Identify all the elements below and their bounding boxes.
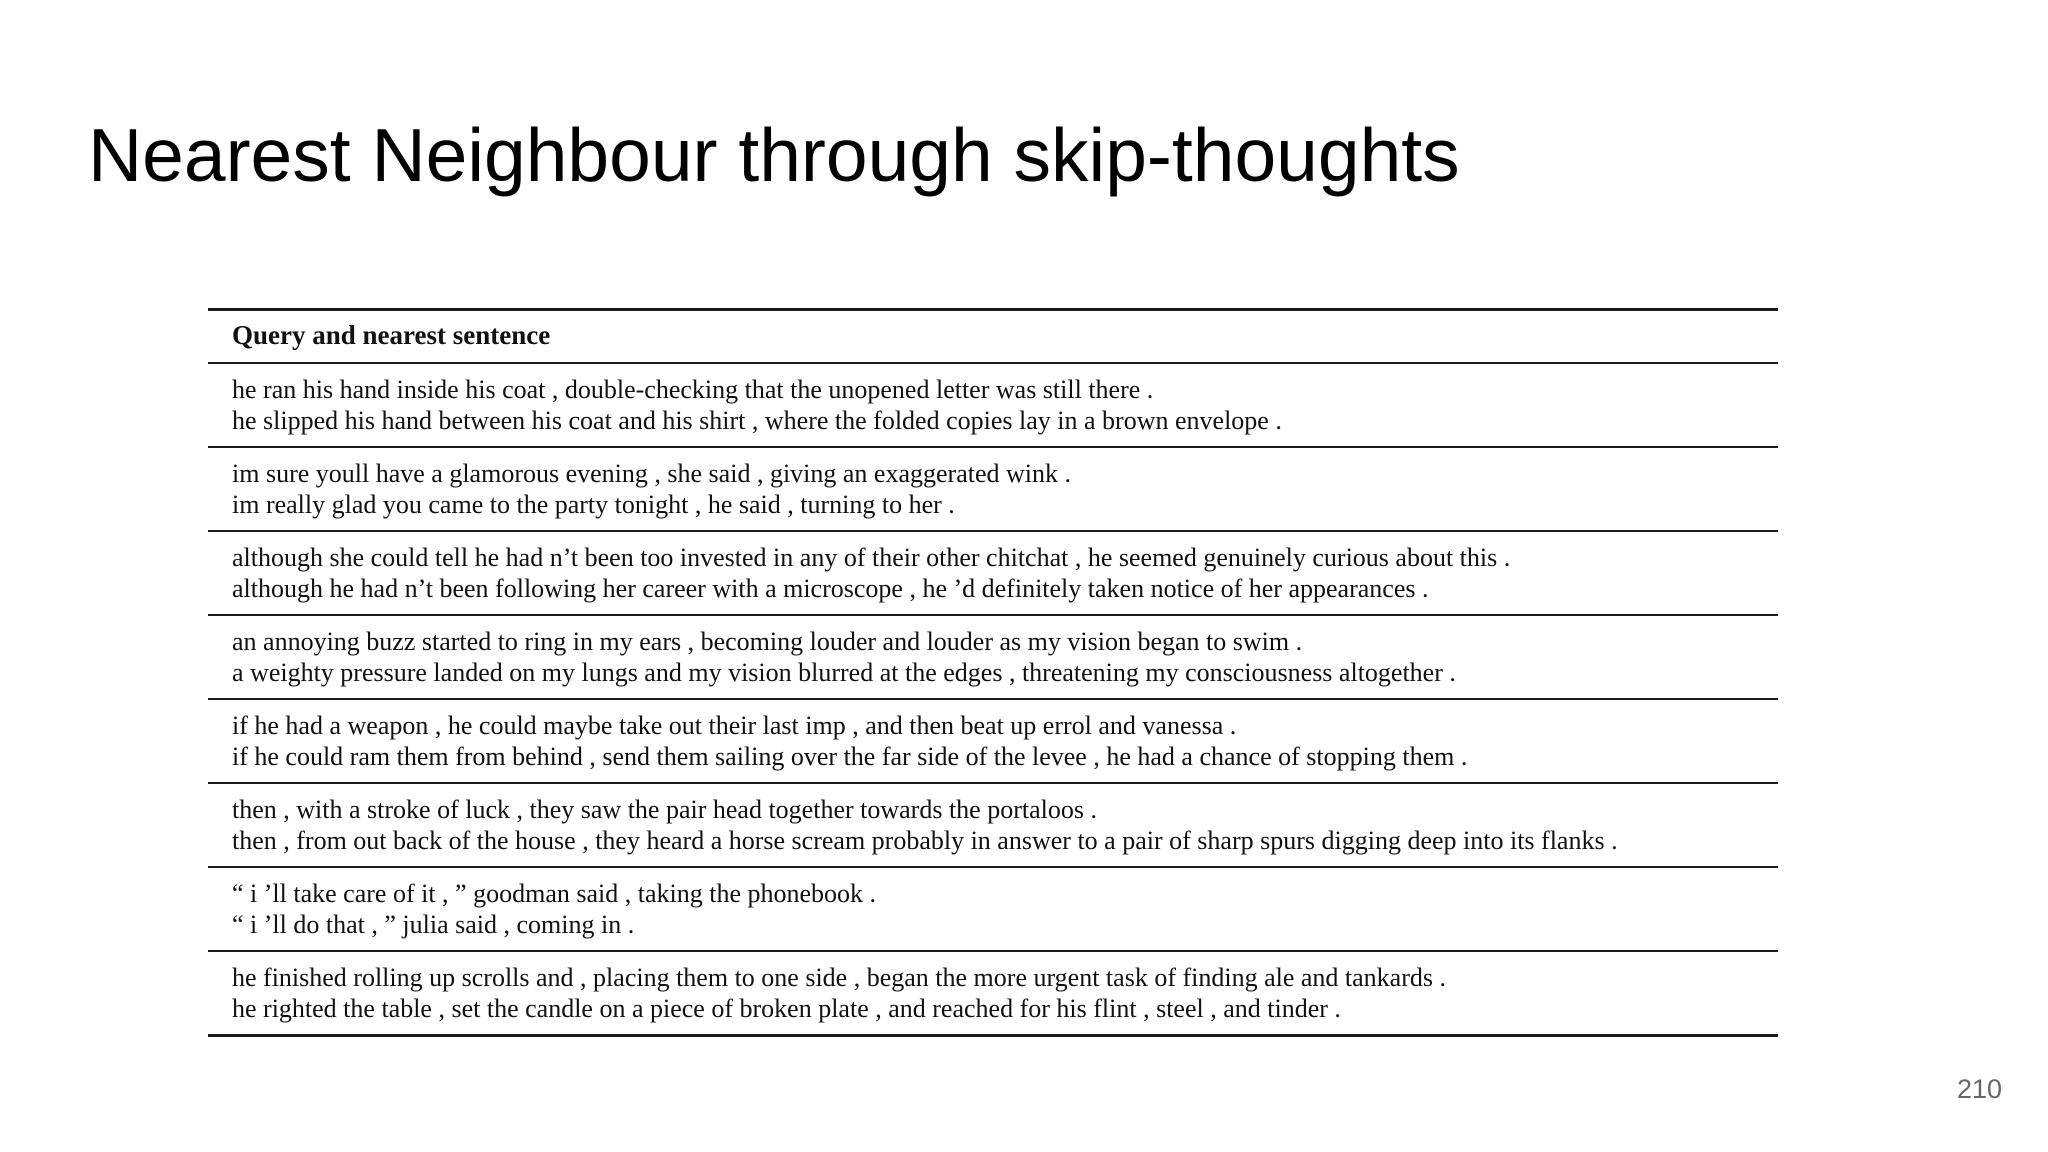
table-cell: [208, 531, 1778, 615]
table-header-row: [208, 310, 1778, 364]
nearest-sentence: although he had n’t been following her career with a microscope , he ’d definitely taken notice of her appearances .: [232, 574, 1429, 603]
query-sentence: “ i ’ll take care of it , ” goodman said , taking the phonebook .: [232, 879, 877, 908]
nearest-sentence: if he could ram them from behind , send them sailing over the far side of the levee , he had a chance of stopping them .: [232, 742, 1468, 771]
table-header: Query and nearest sentence: [208, 310, 1778, 364]
nearest-sentence: im really glad you came to the party tonight , he said , turning to her .: [232, 490, 955, 519]
query-sentence: he ran his hand inside his coat , double-checking that the unopened letter was still there .: [232, 375, 1154, 404]
table-cell: [208, 951, 1778, 1036]
table-row: [208, 447, 1778, 531]
nearest-sentence: a weighty pressure landed on my lungs and my vision blurred at the edges , threatening my consciousness altogether .: [232, 658, 1456, 687]
table-cell: [208, 699, 1778, 783]
nearest-sentence: “ i ’ll do that , ” julia said , coming in .: [232, 910, 635, 939]
table-cell: [208, 615, 1778, 699]
slide-title: Nearest Neighbour through skip-thoughts: [88, 113, 1460, 197]
table-row: [208, 867, 1778, 951]
nearest-sentence: then , from out back of the house , they heard a horse scream probably in answer to a pair of sharp spurs digging deep into its flanks .: [232, 826, 1618, 855]
table-cell: [208, 447, 1778, 531]
table-row: [208, 699, 1778, 783]
page-number: 210: [1956, 1074, 2002, 1104]
table-row: [208, 615, 1778, 699]
nearest-sentence: he slipped his hand between his coat and his shirt , where the folded copies lay in a brown envelope .: [232, 406, 1282, 435]
table-cell: [208, 783, 1778, 867]
nearest-neighbour-table: [208, 308, 1778, 1037]
table-row: [208, 363, 1778, 447]
table-cell: [208, 867, 1778, 951]
query-sentence: he finished rolling up scrolls and , placing them to one side , began the more urgent task of finding ale and tankards .: [232, 963, 1447, 992]
table-row: [208, 783, 1778, 867]
table-row: [208, 951, 1778, 1036]
query-sentence: then , with a stroke of luck , they saw the pair head together towards the portaloos .: [232, 795, 1097, 824]
table-row: [208, 531, 1778, 615]
query-sentence: although she could tell he had n’t been too invested in any of their other chitchat , he seemed genuinely curious about this .: [232, 543, 1511, 572]
query-sentence: im sure youll have a glamorous evening , she said , giving an exaggerated wink .: [232, 459, 1072, 488]
query-sentence: if he had a weapon , he could maybe take out their last imp , and then beat up errol and vanessa .: [232, 711, 1237, 740]
table-cell: [208, 363, 1778, 447]
query-sentence: an annoying buzz started to ring in my ears , becoming louder and louder as my vision began to swim .: [232, 627, 1303, 656]
nearest-sentence: he righted the table , set the candle on a piece of broken plate , and reached for his flint , steel , and tinder .: [232, 994, 1341, 1023]
